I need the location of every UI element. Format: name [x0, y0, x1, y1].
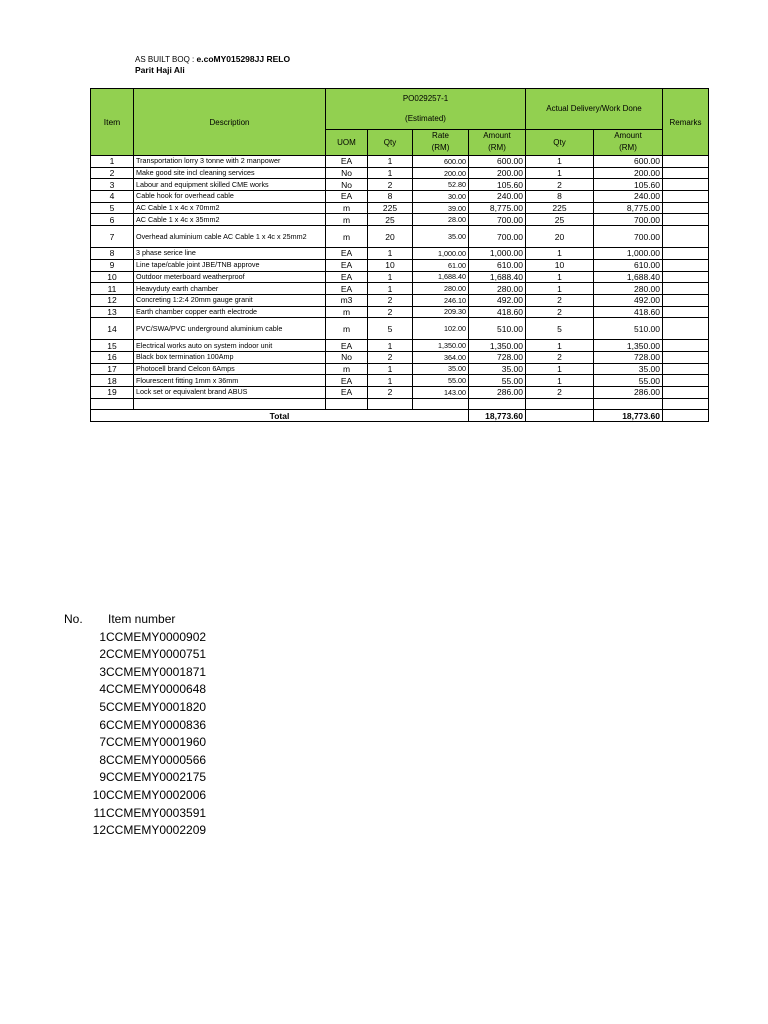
- sub-actual-amount-line-2: (RM): [619, 143, 637, 153]
- list-item-code: CCMEMY0002209: [106, 823, 207, 838]
- po-estimated: (Estimated): [326, 109, 526, 129]
- boq-reference: e.coMY015298JJ RELO: [196, 54, 291, 64]
- header-row-1: [91, 89, 709, 109]
- cell-description: Outdoor meterboard weatherproof: [134, 271, 326, 283]
- list-item-number: 10: [92, 787, 106, 802]
- cell-description: AC Cable 1 x 4c x 70mm2: [134, 202, 326, 214]
- cell-qty: 2: [368, 351, 413, 363]
- cell-actual-qty: 1: [526, 167, 594, 179]
- cell-actual-amount: 728.00: [594, 351, 663, 363]
- cell-actual-amount: 418.60: [594, 306, 663, 318]
- cell-qty: 10: [368, 259, 413, 271]
- cell-item: 6: [91, 214, 134, 226]
- cell-rate: 55.00: [413, 375, 469, 387]
- item-number-list: [64, 611, 206, 840]
- cell-item: 16: [91, 351, 134, 363]
- sub-amount-line-2: (RM): [488, 143, 506, 153]
- cell-rate: 30.00: [413, 191, 469, 203]
- col-actual-header: Actual Delivery/Work Done: [526, 89, 663, 130]
- empty-cell: [91, 398, 134, 410]
- sub-qty-header: Qty: [368, 129, 413, 155]
- cell-qty: 1: [368, 363, 413, 375]
- cell-qty: 1: [368, 248, 413, 260]
- table-row: [91, 259, 709, 271]
- cell-description: Transportation lorry 3 tonne with 2 manpower: [134, 156, 326, 168]
- table-row: [91, 318, 709, 340]
- cell-actual-amount: 492.00: [594, 294, 663, 306]
- cell-qty: 1: [368, 340, 413, 352]
- cell-item: 11: [91, 283, 134, 295]
- table-row: [91, 202, 709, 214]
- cell-item: 4: [91, 191, 134, 203]
- po-number: PO029257-1: [326, 89, 526, 109]
- cell-uom: EA: [326, 271, 368, 283]
- table-row: [91, 271, 709, 283]
- sub-uom-header: UOM: [326, 129, 368, 155]
- table-row: [91, 340, 709, 352]
- list-item: [64, 805, 206, 823]
- cell-qty: 2: [368, 294, 413, 306]
- cell-remarks: [663, 306, 709, 318]
- table-row: [91, 294, 709, 306]
- cell-actual-amount: 1,350.00: [594, 340, 663, 352]
- cell-amount: 418.60: [469, 306, 526, 318]
- cell-uom: m: [326, 214, 368, 226]
- cell-remarks: [663, 259, 709, 271]
- col-remarks-header: Remarks: [663, 89, 709, 156]
- cell-amount: 700.00: [469, 214, 526, 226]
- cell-description: PVC/SWA/PVC underground aluminium cable: [134, 318, 326, 340]
- total-remarks: [663, 410, 709, 422]
- sub-amount-header: [469, 129, 526, 155]
- cell-qty: 1: [368, 167, 413, 179]
- list-item-number: 5: [99, 699, 106, 714]
- cell-rate: 61.00: [413, 259, 469, 271]
- cell-uom: No: [326, 167, 368, 179]
- boq-table: [90, 88, 709, 422]
- cell-qty: 2: [368, 179, 413, 191]
- cell-actual-qty: 225: [526, 202, 594, 214]
- cell-actual-qty: 1: [526, 283, 594, 295]
- cell-remarks: [663, 226, 709, 248]
- cell-item: 1: [91, 156, 134, 168]
- cell-uom: EA: [326, 248, 368, 260]
- list-item-code: CCMEMY0001960: [106, 735, 207, 750]
- sub-actual-qty-header: Qty: [526, 129, 594, 155]
- cell-description: Heavyduty earth chamber: [134, 283, 326, 295]
- cell-actual-qty: 1: [526, 271, 594, 283]
- document-header: [135, 54, 290, 75]
- cell-description: AC Cable 1 x 4c x 35mm2: [134, 214, 326, 226]
- list-item: [64, 681, 206, 699]
- cell-actual-qty: 1: [526, 340, 594, 352]
- empty-cell: [469, 398, 526, 410]
- cell-rate: 200.00: [413, 167, 469, 179]
- cell-actual-amount: 600.00: [594, 156, 663, 168]
- list-item: [64, 717, 206, 735]
- cell-rate: 39.00: [413, 202, 469, 214]
- cell-remarks: [663, 340, 709, 352]
- cell-qty: 1: [368, 283, 413, 295]
- item-list-no-header: No.: [64, 612, 83, 626]
- list-item-code: CCMEMY0000566: [106, 752, 207, 767]
- cell-amount: 55.00: [469, 375, 526, 387]
- cell-actual-qty: 2: [526, 294, 594, 306]
- cell-amount: 280.00: [469, 283, 526, 295]
- cell-amount: 240.00: [469, 191, 526, 203]
- cell-rate: 1,350.00: [413, 340, 469, 352]
- cell-uom: EA: [326, 156, 368, 168]
- cell-qty: 25: [368, 214, 413, 226]
- list-item-code: CCMEMY0001871: [106, 664, 207, 679]
- table-row: [91, 363, 709, 375]
- cell-amount: 492.00: [469, 294, 526, 306]
- list-item: [64, 646, 206, 664]
- cell-actual-amount: 105.60: [594, 179, 663, 191]
- cell-qty: 1: [368, 375, 413, 387]
- cell-rate: 246.10: [413, 294, 469, 306]
- cell-uom: m: [326, 318, 368, 340]
- cell-item: 8: [91, 248, 134, 260]
- cell-actual-amount: 1,000.00: [594, 248, 663, 260]
- boq-prefix: AS BUILT BOQ :: [135, 55, 197, 64]
- list-item: [64, 699, 206, 717]
- total-label: Total: [91, 410, 469, 422]
- cell-item: 5: [91, 202, 134, 214]
- list-item-number: 3: [99, 664, 106, 679]
- cell-uom: EA: [326, 283, 368, 295]
- list-item-code: CCMEMY0000836: [106, 717, 207, 732]
- cell-remarks: [663, 179, 709, 191]
- col-item-header: Item: [91, 89, 134, 156]
- list-item-code: CCMEMY0001820: [106, 699, 207, 714]
- cell-rate: 35.00: [413, 226, 469, 248]
- cell-item: 12: [91, 294, 134, 306]
- table-row: [91, 167, 709, 179]
- empty-cell: [368, 398, 413, 410]
- cell-item: 3: [91, 179, 134, 191]
- cell-actual-amount: 286.00: [594, 387, 663, 399]
- cell-rate: 102.00: [413, 318, 469, 340]
- cell-remarks: [663, 271, 709, 283]
- cell-uom: EA: [326, 259, 368, 271]
- col-description-header: Description: [134, 89, 326, 156]
- cell-description: Flourescent fitting 1mm x 36mm: [134, 375, 326, 387]
- cell-actual-qty: 10: [526, 259, 594, 271]
- item-list-header: [64, 611, 206, 629]
- cell-actual-amount: 510.00: [594, 318, 663, 340]
- cell-amount: 1,000.00: [469, 248, 526, 260]
- cell-actual-qty: 8: [526, 191, 594, 203]
- cell-uom: EA: [326, 191, 368, 203]
- cell-actual-qty: 1: [526, 156, 594, 168]
- cell-actual-amount: 700.00: [594, 226, 663, 248]
- cell-remarks: [663, 294, 709, 306]
- total-row: [91, 410, 709, 422]
- cell-actual-amount: 240.00: [594, 191, 663, 203]
- site-name: Parit Haji Ali: [135, 65, 185, 75]
- cell-uom: EA: [326, 340, 368, 352]
- cell-amount: 510.00: [469, 318, 526, 340]
- table-row: [91, 283, 709, 295]
- cell-actual-amount: 8,775.00: [594, 202, 663, 214]
- cell-description: Make good site incl cleaning services: [134, 167, 326, 179]
- cell-description: Cable hook for overhead cable: [134, 191, 326, 203]
- cell-remarks: [663, 248, 709, 260]
- cell-uom: m3: [326, 294, 368, 306]
- cell-uom: m: [326, 363, 368, 375]
- table-row: [91, 387, 709, 399]
- cell-actual-amount: 200.00: [594, 167, 663, 179]
- cell-qty: 225: [368, 202, 413, 214]
- table-row: [91, 248, 709, 260]
- list-item-code: CCMEMY0003591: [106, 805, 207, 820]
- table-row: [91, 351, 709, 363]
- list-item-code: CCMEMY0002006: [106, 787, 207, 802]
- sub-amount-line-1: Amount: [483, 131, 511, 141]
- cell-amount: 200.00: [469, 167, 526, 179]
- cell-actual-qty: 2: [526, 179, 594, 191]
- table-row: [91, 214, 709, 226]
- cell-rate: 143.00: [413, 387, 469, 399]
- cell-remarks: [663, 214, 709, 226]
- cell-remarks: [663, 156, 709, 168]
- cell-qty: 2: [368, 306, 413, 318]
- table-row: [91, 226, 709, 248]
- cell-qty: 5: [368, 318, 413, 340]
- cell-item: 18: [91, 375, 134, 387]
- cell-rate: 600.00: [413, 156, 469, 168]
- cell-description: 3 phase serice line: [134, 248, 326, 260]
- cell-uom: No: [326, 351, 368, 363]
- cell-item: 19: [91, 387, 134, 399]
- empty-cell: [413, 398, 469, 410]
- total-amount: 18,773.60: [469, 410, 526, 422]
- cell-remarks: [663, 387, 709, 399]
- cell-remarks: [663, 375, 709, 387]
- table-row: [91, 156, 709, 168]
- cell-uom: EA: [326, 375, 368, 387]
- cell-description: Earth chamber copper earth electrode: [134, 306, 326, 318]
- table-row: [91, 375, 709, 387]
- cell-description: Overhead aluminium cable AC Cable 1 x 4c x 25mm2: [134, 226, 326, 248]
- cell-remarks: [663, 318, 709, 340]
- cell-item: 17: [91, 363, 134, 375]
- table-row: [91, 306, 709, 318]
- list-item-code: CCMEMY0000902: [106, 629, 207, 644]
- cell-rate: 35.00: [413, 363, 469, 375]
- cell-uom: m: [326, 306, 368, 318]
- cell-remarks: [663, 202, 709, 214]
- total-actual-amount: 18,773.60: [594, 410, 663, 422]
- cell-rate: 52.80: [413, 179, 469, 191]
- item-list-rows: [64, 629, 206, 840]
- cell-rate: 364.00: [413, 351, 469, 363]
- cell-item: 15: [91, 340, 134, 352]
- list-item-number: 8: [99, 752, 106, 767]
- cell-actual-qty: 5: [526, 318, 594, 340]
- cell-actual-qty: 20: [526, 226, 594, 248]
- cell-item: 13: [91, 306, 134, 318]
- list-item-number: 12: [92, 823, 106, 838]
- list-item: [64, 769, 206, 787]
- empty-cell: [663, 398, 709, 410]
- cell-actual-amount: 700.00: [594, 214, 663, 226]
- cell-uom: EA: [326, 387, 368, 399]
- cell-remarks: [663, 283, 709, 295]
- cell-actual-amount: 280.00: [594, 283, 663, 295]
- list-item-number: 2: [99, 647, 106, 662]
- cell-amount: 286.00: [469, 387, 526, 399]
- cell-actual-amount: 35.00: [594, 363, 663, 375]
- cell-amount: 8,775.00: [469, 202, 526, 214]
- cell-description: Lock set or equivalent brand ABUS: [134, 387, 326, 399]
- cell-actual-qty: 1: [526, 248, 594, 260]
- cell-remarks: [663, 363, 709, 375]
- cell-actual-amount: 1,688.40: [594, 271, 663, 283]
- cell-qty: 2: [368, 387, 413, 399]
- cell-actual-qty: 2: [526, 387, 594, 399]
- cell-amount: 35.00: [469, 363, 526, 375]
- cell-description: Electrical works auto on system indoor unit: [134, 340, 326, 352]
- sub-rate-line-1: Rate: [432, 131, 449, 141]
- cell-item: 14: [91, 318, 134, 340]
- table-row: [91, 191, 709, 203]
- cell-remarks: [663, 167, 709, 179]
- cell-amount: 105.60: [469, 179, 526, 191]
- cell-amount: 1,350.00: [469, 340, 526, 352]
- cell-description: Black box termination 100Amp: [134, 351, 326, 363]
- empty-cell: [326, 398, 368, 410]
- cell-uom: m: [326, 202, 368, 214]
- cell-actual-amount: 55.00: [594, 375, 663, 387]
- list-item: [64, 752, 206, 770]
- list-item-number: 4: [99, 682, 106, 697]
- cell-amount: 728.00: [469, 351, 526, 363]
- list-item-code: CCMEMY0000751: [106, 647, 207, 662]
- cell-qty: 20: [368, 226, 413, 248]
- list-item: [64, 734, 206, 752]
- cell-amount: 700.00: [469, 226, 526, 248]
- cell-amount: 610.00: [469, 259, 526, 271]
- list-item-code: CCMEMY0000648: [106, 682, 207, 697]
- cell-description: Line tape/cable joint JBE/TNB approve: [134, 259, 326, 271]
- cell-description: Labour and equipment skilled CME works: [134, 179, 326, 191]
- cell-rate: 209.30: [413, 306, 469, 318]
- table-row: [91, 179, 709, 191]
- list-item-code: CCMEMY0002175: [106, 770, 207, 785]
- list-item-number: 11: [93, 805, 106, 820]
- cell-actual-amount: 610.00: [594, 259, 663, 271]
- cell-actual-qty: 1: [526, 375, 594, 387]
- empty-row: [91, 398, 709, 410]
- cell-uom: m: [326, 226, 368, 248]
- cell-item: 10: [91, 271, 134, 283]
- cell-actual-qty: 1: [526, 363, 594, 375]
- cell-actual-qty: 25: [526, 214, 594, 226]
- cell-remarks: [663, 191, 709, 203]
- list-item-number: 1: [99, 629, 106, 644]
- cell-description: Concreting 1:2:4 20mm gauge granit: [134, 294, 326, 306]
- cell-qty: 1: [368, 271, 413, 283]
- cell-qty: 8: [368, 191, 413, 203]
- list-item: [64, 822, 206, 840]
- sub-rate-line-2: (RM): [431, 143, 450, 153]
- list-item: [64, 787, 206, 805]
- cell-rate: 1,688.40: [413, 271, 469, 283]
- cell-description: Photocell brand Celcon 6Amps: [134, 363, 326, 375]
- empty-cell: [526, 398, 594, 410]
- cell-uom: No: [326, 179, 368, 191]
- sub-actual-amount-line-1: Amount: [614, 131, 642, 141]
- cell-rate: 1,000.00: [413, 248, 469, 260]
- list-item-number: 7: [99, 735, 106, 750]
- item-list-item-header: Item number: [108, 612, 176, 626]
- list-item-number: 6: [99, 717, 106, 732]
- cell-item: 2: [91, 167, 134, 179]
- boq-title: [135, 54, 290, 65]
- cell-qty: 1: [368, 156, 413, 168]
- empty-cell: [594, 398, 663, 410]
- list-item-number: 9: [99, 770, 106, 785]
- cell-item: 9: [91, 259, 134, 271]
- sub-actual-amount-header: [594, 129, 663, 155]
- sub-rate-header: [413, 129, 469, 155]
- cell-actual-qty: 2: [526, 351, 594, 363]
- cell-amount: 600.00: [469, 156, 526, 168]
- cell-amount: 1,688.40: [469, 271, 526, 283]
- cell-rate: 28.00: [413, 214, 469, 226]
- empty-cell: [134, 398, 326, 410]
- cell-actual-qty: 2: [526, 306, 594, 318]
- list-item: [64, 629, 206, 647]
- list-item: [64, 664, 206, 682]
- cell-remarks: [663, 351, 709, 363]
- cell-rate: 280.00: [413, 283, 469, 295]
- total-actual-qty: [526, 410, 594, 422]
- cell-item: 7: [91, 226, 134, 248]
